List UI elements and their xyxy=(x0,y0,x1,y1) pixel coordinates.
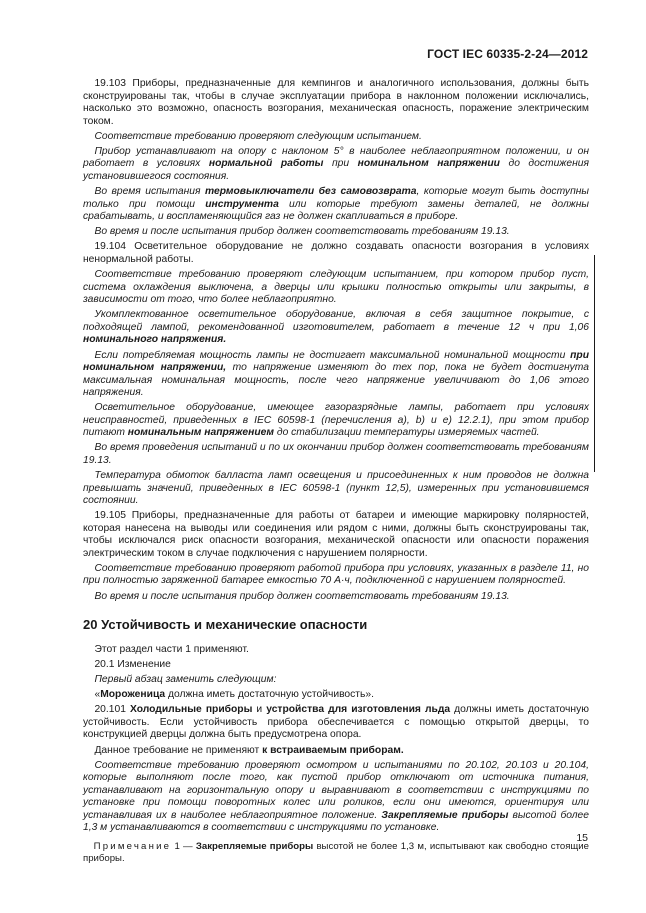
clause-20-1: 20.1 Изменение xyxy=(94,658,171,670)
test-paragraph: Во время и после испытания прибор должен соответствовать требованиям 19.13. xyxy=(94,226,510,238)
clause-19-105: 19.105 Приборы, предназначенные для работы от батареи и имеющие маркировку полярностей, которая нанесена на выводы или соединения или рядом с ними, должны быть сконструированы так, чтобы исключался риск опасности возгорания, механической опасности или опасности поражения электрическим током в случае подключения с нарушением полярности. xyxy=(83,510,589,559)
test-paragraph: Во время проведения испытаний и по их окончании прибор должен соответствовать требованиям 19.13. xyxy=(83,442,589,466)
test-paragraph: Температура обмоток балласта ламп освещения и присоединенных к ним проводов не должна превышать значений, приведенных в IEC 60598-1 (пункт 12,5), измеренных при установившемся состоянии. xyxy=(83,470,589,507)
replacement-text: «Мороженица должна иметь достаточную устойчивость». xyxy=(94,689,374,701)
test-paragraph: Осветительное оборудование, имеющее газоразрядные лампы, работает при условиях неисправностей, приведенных в IEC 60598-1 (перечисления a), b) и e) 12.2.1), при этом прибор питают номинальным напряжением до стабилизации температуры измеряемых частей. xyxy=(83,402,589,439)
test-paragraph: Прибор устанавливают на опору с наклоном 5° в наиболее неблагоприятном положении, и он работает в условиях нормальной работы при номинальном напряжении до достижения установившегося состояния. xyxy=(83,145,590,182)
document-body xyxy=(83,78,589,868)
test-paragraph: Если потребляемая мощность лампы не достигает максимальной номинальной мощности при номинальном напряжении, то напряжение изменяют до тех пор, пока не будет достигнута максимальная номинальная мощность, после чего напряжение увеличивают до 1,06 этого напряжения. xyxy=(83,349,589,398)
standard-header: ГОСТ IEC 60335-2-24—2012 xyxy=(427,47,588,61)
clause-19-103: 19.103 Приборы, предназначенные для кемпингов и аналогичного использования, должны быть сконструированы так, чтобы в случае эксплуатации прибора в наклонном положении исключались, насколько это возможно, опасность возгорания, механическая опасность, поражение электрическим током. xyxy=(83,78,589,127)
section-heading: 20 Устойчивость и механические опасности xyxy=(83,617,368,633)
compliance-paragraph: Соответствие требованию проверяют работой прибора при условиях, указанных в разделе 11, но при полностью заряженной батарее емкостью 70 А·ч, подключенной с нарушением полярностей. xyxy=(83,562,589,587)
test-paragraph: Во время испытания термовыключатели без самовозврата, которые могут быть доступны только при помощи инструмента или которые требуют замены деталей, не должны срабатывать, и воспламеняющийся газ не должен скапливаться в приборе. xyxy=(83,186,589,223)
change-bar xyxy=(594,255,595,472)
test-paragraph: Укомплектованное осветительное оборудование, включая в себя защитное покрытие, с подходящей лампой, рекомендованной изготовителем, работает в течение 12 ч при 1,06 номинального напряжения. xyxy=(83,309,589,346)
page-number: 15 xyxy=(576,832,588,844)
section-note: Этот раздел части 1 применяют. xyxy=(94,643,249,655)
test-paragraph: Во время и после испытания прибор должен соответствовать требованиям 19.13. xyxy=(94,590,510,602)
compliance-paragraph: Соответствие требованию проверяют следующим испытанием. xyxy=(94,130,422,142)
exception-paragraph: Данное требование не применяют к встраиваемым приборам. xyxy=(94,744,404,756)
compliance-paragraph: Соответствие требованию проверяют осмотром и испытаниями по 20.102, 20.103 и 20.104, которые выполняют после того, как пустой прибор отключают от источника питания, устанавливают на горизонтальную опору и выравнивают в соответствии с инструкциями по установке при помощи поворотных колес или роликов, если они имеются, ориентируя или устанавливая их в наиболее неблагоприятное положение. Закрепляемые приборы высотой более 1,3 м устанавливаются в соответствии с инструкциями по установке. xyxy=(83,759,590,834)
clause-20-101: 20.101 Холодильные приборы и устройства для изготовления льда должны иметь достаточную устойчивость. Если устойчивость прибора обеспечивается с помощью открытой дверцы, то конструкцией дверцы должна быть предусмотрена опора. xyxy=(83,704,589,741)
amendment-instruction: Первый абзац заменить следующим: xyxy=(94,674,277,685)
clause-19-104: 19.104 Осветительное оборудование не должно создавать опасности возгорания в условиях ненормальной работы. xyxy=(83,241,589,265)
compliance-paragraph: Соответствие требованию проверяют следующим испытанием, при котором прибор пуст, система охлаждения выключена, а дверцы или крышки полностью открыты или закрыты, в зависимости от того, что более неблагоприятно. xyxy=(83,269,589,306)
note-1: Примечание 1 — Закрепляемые приборы высотой не более 1,3 м, испытывают как свободно стоящие приборы. xyxy=(83,840,589,865)
